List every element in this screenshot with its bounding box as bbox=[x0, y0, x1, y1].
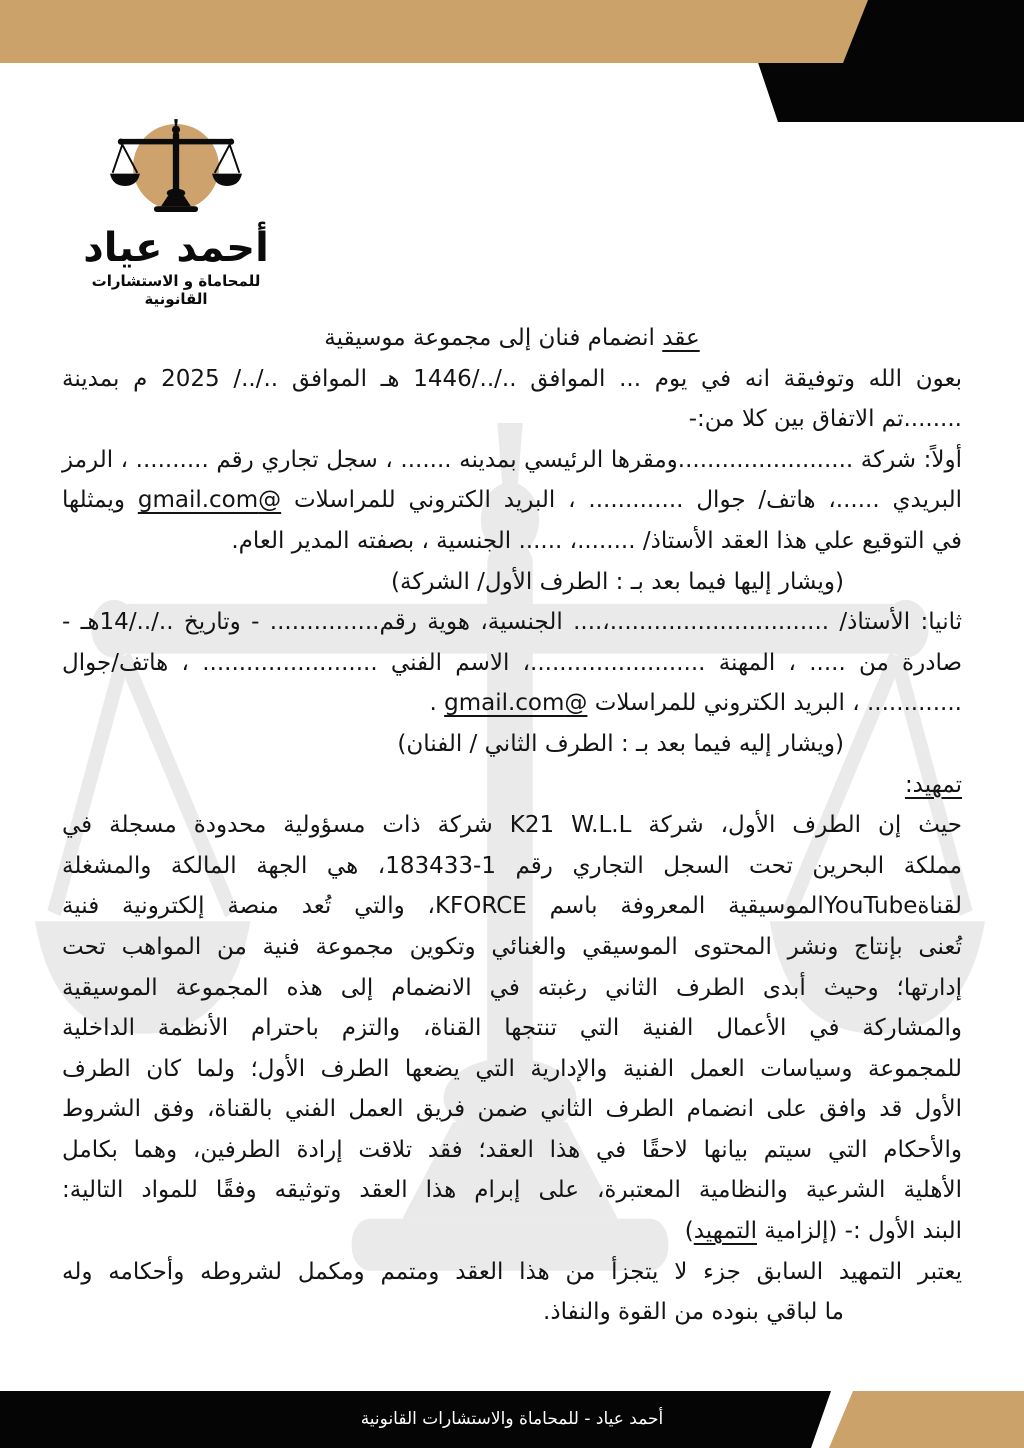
party-two-reference-line: (ويشار إليه فيما بعد بـ : الطرف الثاني / الفنان) bbox=[397, 730, 844, 757]
contract-line: حيث إن الطرف الأول، شركة K21 W.L.L شركة ذات مسؤولية محدودة مسجلة في bbox=[62, 812, 963, 839]
contract-line: إدارتها؛ وحيث أبدى الطرف الثاني رغبته في الانضمام إلى هذه المجموعة الموسيقية bbox=[62, 974, 962, 1001]
contract-line: ........تم الاتفاق بين كلا من:- bbox=[688, 406, 962, 433]
contract-line: ما لباقي بنوده من القوة والنفاذ. bbox=[543, 1299, 844, 1326]
contract-line: يعتبر التمهيد السابق جزء لا يتجزأ من هذا العقد ومتمم ومكمل لشروطه وأحكامه وله bbox=[62, 1258, 962, 1285]
contract-line: صادرة من ..... ، المهنة ........................، الاسم الفني ........................ ، هاتف/جوال bbox=[62, 649, 962, 676]
title-rest: انضمام فنان إلى مجموعة موسيقية bbox=[324, 325, 663, 351]
contract-line: ............. ، البريد الكتروني للمراسلات @gmail.com . bbox=[429, 690, 962, 717]
contract-line: والمشاركة في الأعمال الفنية التي تنتجها القناة، والتزم باحترام الأنظمة الداخلية bbox=[62, 1015, 962, 1042]
contract-line: تُعنى بإنتاج ونشر المحتوى الموسيقي والغنائي وتكوين مجموعة فنية من المواهب تحت bbox=[62, 933, 962, 960]
contract-line: لقناةYouTubeالموسيقية المعروفة باسم KFORCE، والتي تُعد منصة إلكترونية فنية bbox=[62, 893, 963, 920]
contract-title bbox=[62, 318, 962, 359]
contract-line: البريدي ......، هاتف/ جوال ............. ، البريد الكتروني للمراسلات @gmail.com ويمثلها bbox=[62, 487, 963, 514]
contract-line: ثانيا: الأستاذ/ ..............................،.... الجنسية، هوية رقم............... - وتاريخ ../../14هـ - bbox=[62, 609, 963, 636]
contract-line: في التوقيع علي هذا العقد الأستاذ/ ........، ...... الجنسية ، بصفته المدير العام. bbox=[231, 527, 962, 554]
preamble-heading: تمهيد: bbox=[904, 771, 962, 798]
law-firm-tagline: للمحاماة و الاستشارات القانونية bbox=[91, 272, 261, 308]
party-one-reference-line: (ويشار إليها فيما بعد بـ : الطرف الأول/ الشركة) bbox=[391, 568, 844, 595]
email-placeholder: @gmail.com bbox=[137, 487, 282, 514]
title-word-underlined: عقد bbox=[662, 325, 700, 351]
contract-line: للمجموعة وسياسات العمل الفنية والإدارية التي يضعها الطرف الأول؛ ولما كان الطرف bbox=[62, 1055, 962, 1082]
contract-line: بعون الله وتوفيقة انه في يوم ... الموافق ../../1446 هـ الموافق ../../ 2025 م بمدينة bbox=[62, 365, 962, 392]
contract-body bbox=[62, 318, 962, 1333]
law-firm-name: أحمد عياد bbox=[83, 225, 269, 271]
law-firm-logo bbox=[58, 116, 294, 308]
contract-line: مملكة البحرين تحت السجل التجاري رقم 1-183433، هي الجهة المالكة والمشغلة bbox=[62, 852, 962, 879]
contract-line: الأهلية الشرعية والنظامية المعتبرة، على إبرام هذا العقد وتوثيقه وفقًا للمواد التالية: bbox=[62, 1177, 962, 1204]
contract-line: أولاً: شركة ........................ومقرها الرئيسي بمدينه ....... ، سجل تجاري رقم .......... ، الرمز bbox=[62, 446, 962, 473]
contract-line: الأول قد وافق على انضمام الطرف الثاني ضمن فريق العمل الفني بالقناة، وفق الشروط bbox=[62, 1096, 962, 1123]
scales-of-justice-icon bbox=[110, 118, 242, 217]
contract-line: والأحكام التي سيتم بيانها لاحقًا في هذا العقد؛ فقد تلاقت إرادة الطرفين، وهما بكامل bbox=[62, 1136, 962, 1163]
footer-bar bbox=[0, 1391, 1024, 1448]
logo-artwork bbox=[58, 116, 294, 218]
clause-one-heading: البند الأول :- (إلزامية التمهيد) bbox=[684, 1218, 962, 1245]
footer-firm-line: أحمد عياد - للمحاماة والاستشارات القانونية bbox=[360, 1409, 664, 1429]
email-placeholder: @gmail.com bbox=[444, 690, 588, 717]
